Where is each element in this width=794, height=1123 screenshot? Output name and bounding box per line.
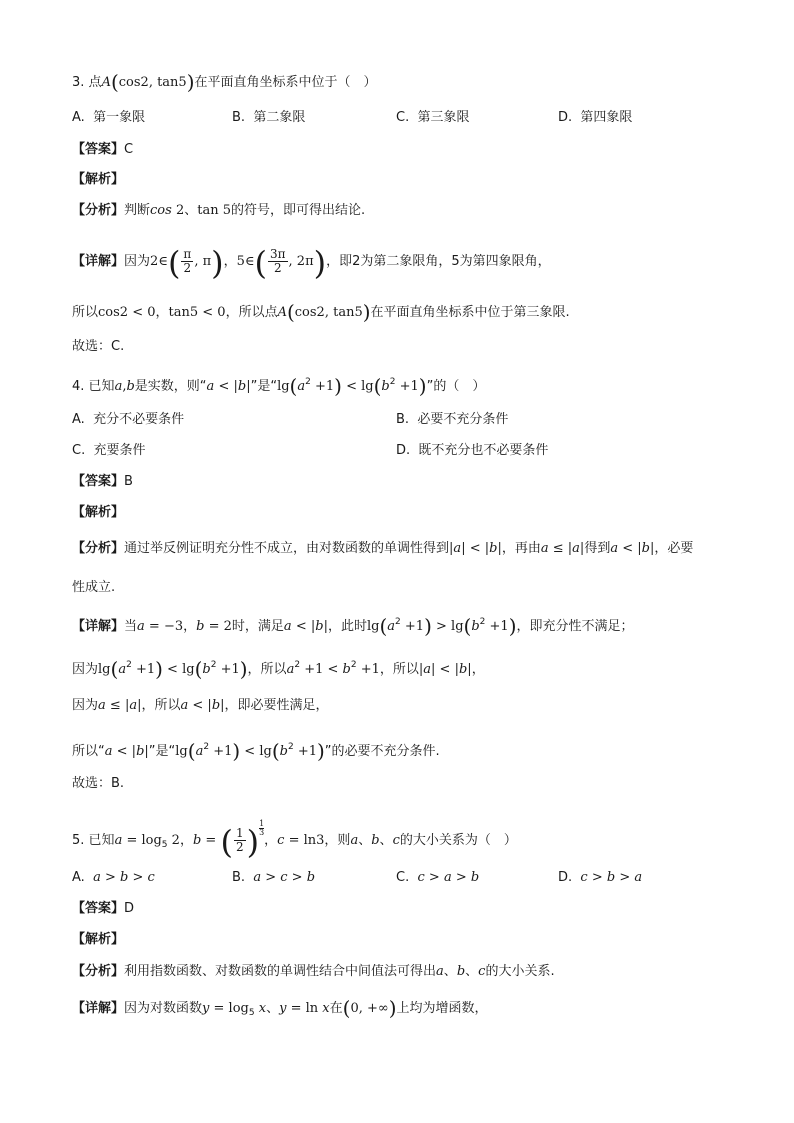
q3-conclusion: 故选：C. [72, 339, 125, 354]
q3-jiexi: 【解析】 [72, 172, 125, 187]
q3-option-d: D. 第四象限 [558, 110, 633, 125]
q3-detail-2: 所以cos2 < 0，tan5 < 0，所以点A(cos2, tan5)在平面直角坐标系中位于第三象限. [72, 300, 570, 324]
q5-option-d: D. c > b > a [558, 870, 643, 885]
q5-option-b: B. a > c > b [232, 870, 316, 885]
q5-stem: 5. 已知$a = \log_5 2$，b = ( $\frac{1}{2}$ ) $^{\frac{1}{3}}$ ，c = ln3，则a、b、c的大小关系为（ ） [72, 819, 517, 861]
q4-detail-4: 所以“a < |b|”是“$\lg(a^2 +1) < \lg(b^2 +1)$”的必要不充分条件. [72, 739, 440, 763]
q3-detail-1: 【详解】因为2∈( $\frac{\pi}{2}$ , π)，5∈( $\frac{3\pi}{2}$ , 2π)，即2为第二象限角，5为第四象限角， [72, 244, 551, 282]
q5-detail-1: 【详解】因为对数函数$y = \log_5 x$、y = ln x在(0, +∞)上均为增函数， [72, 996, 488, 1020]
q3-option-b: B. 第二象限 [232, 110, 306, 125]
q3-stem: 3. 点A(cos2, tan5)在平面直角坐标系中位于（ ） [72, 70, 377, 94]
q3-option-a: A. 第一象限 [72, 110, 146, 125]
q4-option-b: B. 必要不充分条件 [396, 412, 509, 427]
q5-option-a: A. a > b > c [72, 870, 155, 885]
q3-answer: 【答案】C [72, 142, 134, 157]
q4-detail-2: 因为$\lg(a^2 +1) < \lg(b^2 +1)$，所以$a^2 +1 < b^2 +1$，所以|a| < |b|， [72, 657, 485, 681]
q4-conclusion: 故选：B. [72, 776, 125, 791]
q4-jiexi: 【解析】 [72, 505, 125, 520]
q5-answer: 【答案】D [72, 901, 135, 916]
q5-jiexi: 【解析】 [72, 932, 125, 947]
q4-option-d: D. 既不充分也不必要条件 [396, 443, 549, 458]
q5-fenxi: 【分析】利用指数函数、对数函数的单调性结合中间值法可得出a、b、c的大小关系. [72, 964, 555, 979]
q4-option-a: A. 充分不必要条件 [72, 412, 185, 427]
q3-fenxi: 【分析】判断cos 2、tan 5的符号，即可得出结论. [72, 203, 366, 218]
q4-detail-3: 因为a ≤ |a|，所以a < |b|，即必要性满足， [72, 698, 329, 713]
q4-option-c: C. 充要条件 [72, 443, 146, 458]
q4-answer: 【答案】B [72, 474, 133, 489]
q4-detail-1: 【详解】当a = −3，b = 2时，满足a < |b|，此时$\lg(a^2 +1) > \lg(b^2 +1)$，即充分性不满足； [72, 614, 634, 638]
q4-fenxi-cont: 性成立. [72, 580, 116, 595]
q3-option-c: C. 第三象限 [396, 110, 470, 125]
q4-stem: 4. 已知a,b是实数，则“a < |b|”是“$\lg(a^2 +1) < \lg(b^2 +1)$”的（ ） [72, 374, 486, 398]
q5-option-c: C. c > a > b [396, 870, 480, 885]
q4-fenxi: 【分析】通过举反例证明充分性不成立，由对数函数的单调性得到|a| < |b|，再由a ≤ |a|得到a < |b|，必要 [72, 541, 694, 556]
